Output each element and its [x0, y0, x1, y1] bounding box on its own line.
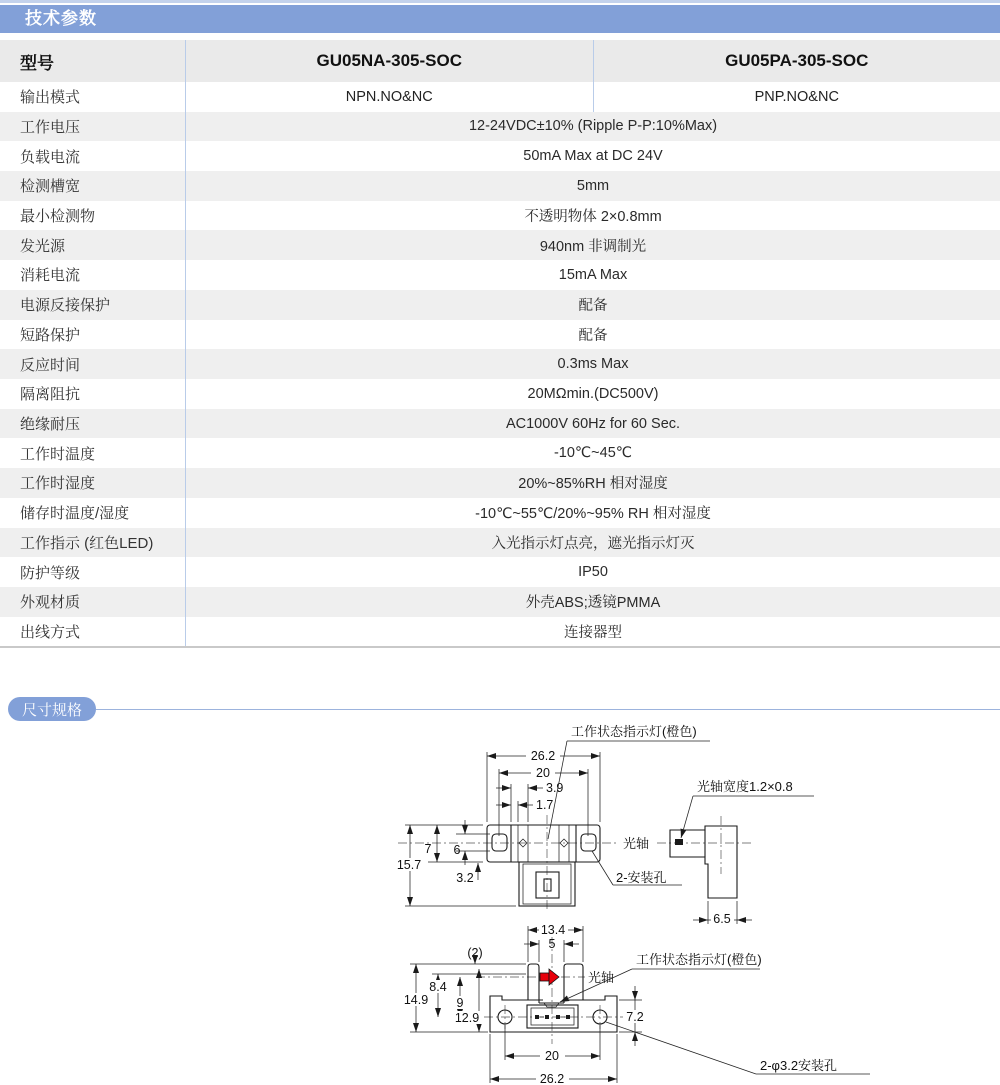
dim-20: 20 — [536, 766, 550, 780]
spec-label: 储存时温度/湿度 — [0, 498, 186, 528]
spec-value: 12-24VDC±10% (Ripple P-P:10%Max) — [468, 118, 718, 135]
dim-8-4: 8.4 — [429, 980, 447, 994]
spec-value-a: NPN.NO&NC — [186, 82, 594, 112]
spec-label: 电源反接保护 — [0, 290, 186, 320]
dim-26-2-bottom: 26.2 — [539, 1072, 565, 1085]
mounting-holes-label: 2-安装孔 — [616, 870, 667, 885]
dim-15-7: 15.7 — [396, 858, 422, 872]
dim-3-2: 3.2 — [456, 871, 474, 885]
spec-label: 工作时温度 — [0, 438, 186, 468]
spec-row — [0, 201, 1000, 231]
spec-value: 15mA Max — [558, 266, 628, 283]
spec-row — [0, 320, 1000, 350]
spec-row — [0, 438, 1000, 468]
spec-row — [0, 409, 1000, 439]
spec-label: 外观材质 — [0, 587, 186, 617]
indicator-label: 工作状态指示灯(橙色) — [571, 724, 697, 739]
mounting-holes-label: 2-φ3.2安装孔 — [760, 1058, 838, 1073]
spec-value: 入光指示灯点亮，遮光指示灯灭 — [491, 535, 695, 552]
spec-value: 连接器型 — [564, 625, 622, 642]
spec-value-b: PNP.NO&NC — [754, 88, 839, 105]
spec-label: 工作时湿度 — [0, 468, 186, 498]
dim-12-9: 12.9 — [454, 1011, 480, 1025]
spec-row — [0, 587, 1000, 617]
spec-label: 检测槽宽 — [0, 171, 186, 201]
spec-label: 发光源 — [0, 230, 186, 260]
dim-7: 7 — [424, 842, 432, 856]
dim-6: 6 — [453, 843, 461, 857]
beam-direction-arrow — [540, 969, 559, 985]
indicator-label: 工作状态指示灯(橙色) — [636, 952, 762, 967]
spec-row — [0, 528, 1000, 558]
dimension-drawings — [380, 712, 1000, 1085]
spec-value: 20%~85%RH 相对湿度 — [518, 476, 668, 493]
spec-table — [0, 40, 1000, 648]
dimension-pill: 尺寸规格 — [8, 697, 96, 721]
section-rule — [96, 709, 1000, 710]
spec-label: 输出模式 — [0, 82, 186, 112]
spec-value: 0.3ms Max — [557, 356, 629, 373]
dim-14-9: 14.9 — [403, 993, 429, 1007]
mounting-hole-left — [492, 834, 507, 851]
spec-label: 工作指示 (红色LED) — [0, 528, 186, 558]
spec-value: AC1000V 60Hz for 60 Sec. — [505, 415, 681, 432]
mounting-hole-right — [581, 834, 596, 851]
spec-row — [0, 468, 1000, 498]
spec-row — [0, 379, 1000, 409]
spec-label: 绝缘耐压 — [0, 409, 186, 439]
spec-row — [0, 557, 1000, 587]
dim-13-4: 13.4 — [540, 923, 566, 937]
beam-size-label: 光轴宽度1.2×0.8 — [697, 779, 793, 794]
spec-label: 消耗电流 — [0, 260, 186, 290]
spec-row — [0, 230, 1000, 260]
spec-row — [0, 141, 1000, 171]
spec-value: 20MΩmin.(DC500V) — [527, 385, 659, 402]
dim-5: 5 — [548, 937, 556, 951]
spec-value: 配备 — [578, 298, 608, 315]
spec-row — [0, 112, 1000, 142]
spec-label: 隔离阻抗 — [0, 379, 186, 409]
spec-row — [0, 171, 1000, 201]
dim-20-bottom: 20 — [545, 1049, 559, 1063]
dim-26-2: 26.2 — [530, 749, 556, 763]
spec-value: 50mA Max at DC 24V — [523, 148, 663, 165]
dim-9: 9 — [456, 996, 464, 1010]
spec-row — [0, 498, 1000, 528]
spec-label: 负载电流 — [0, 141, 186, 171]
spec-row — [0, 349, 1000, 379]
bottom-view — [400, 923, 870, 1085]
dim-1-7: 1.7 — [536, 798, 554, 812]
model-b: GU05PA-305-SOC — [725, 51, 869, 70]
spec-value: 不透明物体 2×0.8mm — [524, 209, 662, 226]
spec-label: 出线方式 — [0, 617, 186, 647]
spec-value: -10℃~45℃ — [553, 445, 633, 462]
spec-row — [0, 260, 1000, 290]
front-view — [394, 724, 710, 912]
spec-label: 防护等级 — [0, 557, 186, 587]
table-header-row — [0, 40, 1000, 82]
spec-label: 最小检测物 — [0, 201, 186, 231]
side-view — [657, 779, 814, 926]
spec-label: 工作电压 — [0, 112, 186, 142]
beam-aperture — [675, 839, 683, 845]
spec-value: IP50 — [578, 564, 608, 581]
dim-7-2: 7.2 — [626, 1010, 644, 1024]
spec-label: 短路保护 — [0, 320, 186, 350]
spec-value: 外壳ABS;透镜PMMA — [525, 595, 661, 612]
spec-value: 940nm 非调制光 — [539, 238, 647, 255]
dim-3-9: 3.9 — [546, 781, 564, 795]
spec-value: 配备 — [578, 327, 608, 344]
optical-axis-label: 光轴 — [623, 836, 650, 851]
tech-params-header: 技术参数 — [0, 5, 1000, 33]
spec-label: 反应时间 — [0, 349, 186, 379]
dim-6-5: 6.5 — [713, 912, 731, 926]
spec-rows — [0, 112, 1000, 647]
model-label: 型号 — [0, 40, 186, 82]
dim-ref-2: (2) — [467, 946, 483, 960]
spec-row — [0, 290, 1000, 320]
optical-axis-label: 光轴 — [588, 970, 615, 985]
spec-row — [0, 617, 1000, 647]
spec-value: 5mm — [576, 177, 610, 194]
spec-value: -10℃~55℃/20%~95% RH 相对湿度 — [475, 506, 711, 523]
output-mode-row — [0, 82, 1000, 112]
model-a: GU05NA-305-SOC — [186, 40, 594, 82]
